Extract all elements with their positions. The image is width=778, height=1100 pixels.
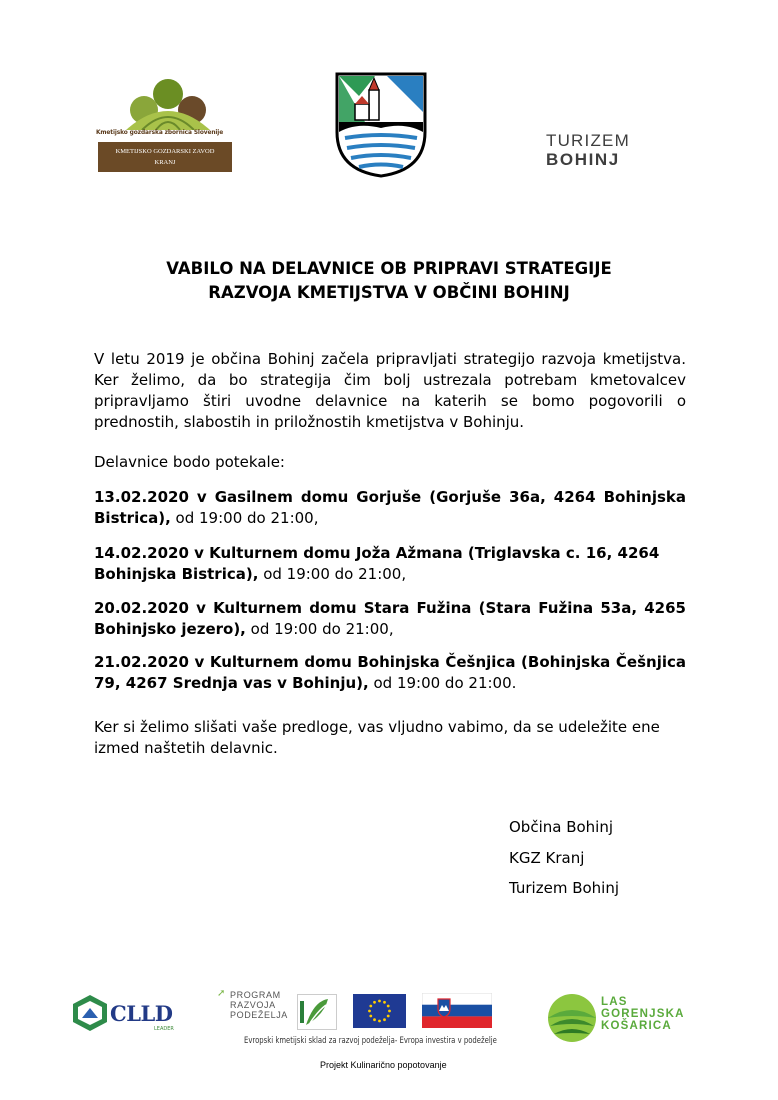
kgz-org-name: Kmetijsko gozdarska zbornica Slovenije [96, 128, 224, 136]
las-line: KOŠARICA [601, 1020, 672, 1032]
bohinj-coat-of-arms-icon [335, 72, 427, 178]
signature-kgz: KGZ Kranj [509, 849, 585, 867]
title-line2: RAZVOJA KMETIJSTVA V OBČINI BOHINJ [208, 283, 570, 302]
workshop-place: 20.02.2020 v Kulturnem domu Stara Fužina (Stara Fužina 53a, 4265 Bohinjsko jezero), [94, 599, 686, 638]
program-arrow-icon: ➚ [217, 988, 226, 999]
clld-text: CLLD [110, 1001, 173, 1026]
las-text [601, 996, 685, 1032]
workshop-time: od 19:00 do 21:00, [245, 620, 394, 638]
program-line: PODEŽELJA [230, 1010, 288, 1020]
workshop-item [94, 598, 686, 640]
las-gorenjska-kosarica-logo [546, 992, 706, 1044]
clld-hex-icon [70, 994, 110, 1032]
workshops-lead: Delavnice bodo potekale: [94, 453, 285, 471]
workshop-place: 13.02.2020 v Gasilnem domu Gorjuše (Gorjuše 36a, 4264 Bohinjska Bistrica), [94, 488, 686, 527]
workshop-time: od 19:00 do 21:00, [258, 565, 407, 583]
las-circle-icon [546, 992, 598, 1044]
workshop-time: od 19:00 do 21:00. [368, 674, 517, 692]
kgz-box-line1: KMETIJSKO GOZDARSKI ZAVOD [115, 148, 215, 155]
workshop-time: od 19:00 do 21:00, [170, 509, 319, 527]
las-line: GORENJSKA [601, 1008, 685, 1020]
bohinj-text: BOHINJ [546, 150, 620, 169]
workshop-item [94, 487, 686, 529]
eafrd-caption: Evropski kmetijski sklad za razvoj podeželja- Evropa investira v podeželje [244, 1036, 497, 1046]
closing-paragraph: Ker si želimo slišati vaše predloge, vas vljudno vabimo, da se udeležite ene izmed naštetih delavnic. [94, 718, 660, 757]
leader-icon [297, 994, 337, 1030]
kgz-hills-icon [122, 78, 214, 130]
page-title [90, 257, 688, 305]
workshop-item [94, 543, 686, 585]
workshop-item [94, 652, 686, 694]
clld-logo [70, 994, 180, 1034]
kgz-logo [96, 78, 236, 174]
program-line: RAZVOJA [230, 1000, 276, 1010]
slovenia-flag-icon [422, 993, 492, 1028]
program-razvoja-logo [217, 988, 290, 1020]
clld-leader-text: LEADER [154, 1026, 174, 1032]
eu-flag-icon [353, 994, 406, 1028]
title-line1: VABILO NA DELAVNICE OB PRIPRAVI STRATEGIJE [166, 259, 612, 278]
workshop-place: 21.02.2020 v Kulturnem domu Bohinjska Češnjica (Bohinjska Češnjica 79, 4267 Srednja vas v Bohinju), [94, 653, 686, 692]
signature-turizem: Turizem Bohinj [509, 879, 620, 897]
kgz-box-line2: KRANJ [154, 159, 176, 166]
kgz-box [98, 142, 232, 172]
workshop-place: 14.02.2020 v Kulturnem domu Joža Ažmana (Triglavska c. 16, 4264 Bohinjska Bistrica), [94, 544, 660, 583]
project-caption: Projekt Kulinarično popotovanje [320, 1060, 447, 1070]
turizem-text: TURIZEM [546, 131, 630, 150]
program-line: PROGRAM [230, 990, 281, 1000]
turizem-bohinj-logo [546, 131, 630, 169]
intro-paragraph: V letu 2019 je občina Bohinj začela pripravljati strategijo razvoja kmetijstva. Ker želimo, da bo strategija čim bolj ustrezala potrebam kmetovalcev pripravljamo štiri uvodne delavnice na katerih se bomo pogovorili o prednostih, slabostih in priložnostih kmetijstva v Bohinju. [94, 350, 686, 431]
las-line: LAS [601, 996, 628, 1008]
signature-obcina: Občina Bohinj [509, 818, 614, 836]
